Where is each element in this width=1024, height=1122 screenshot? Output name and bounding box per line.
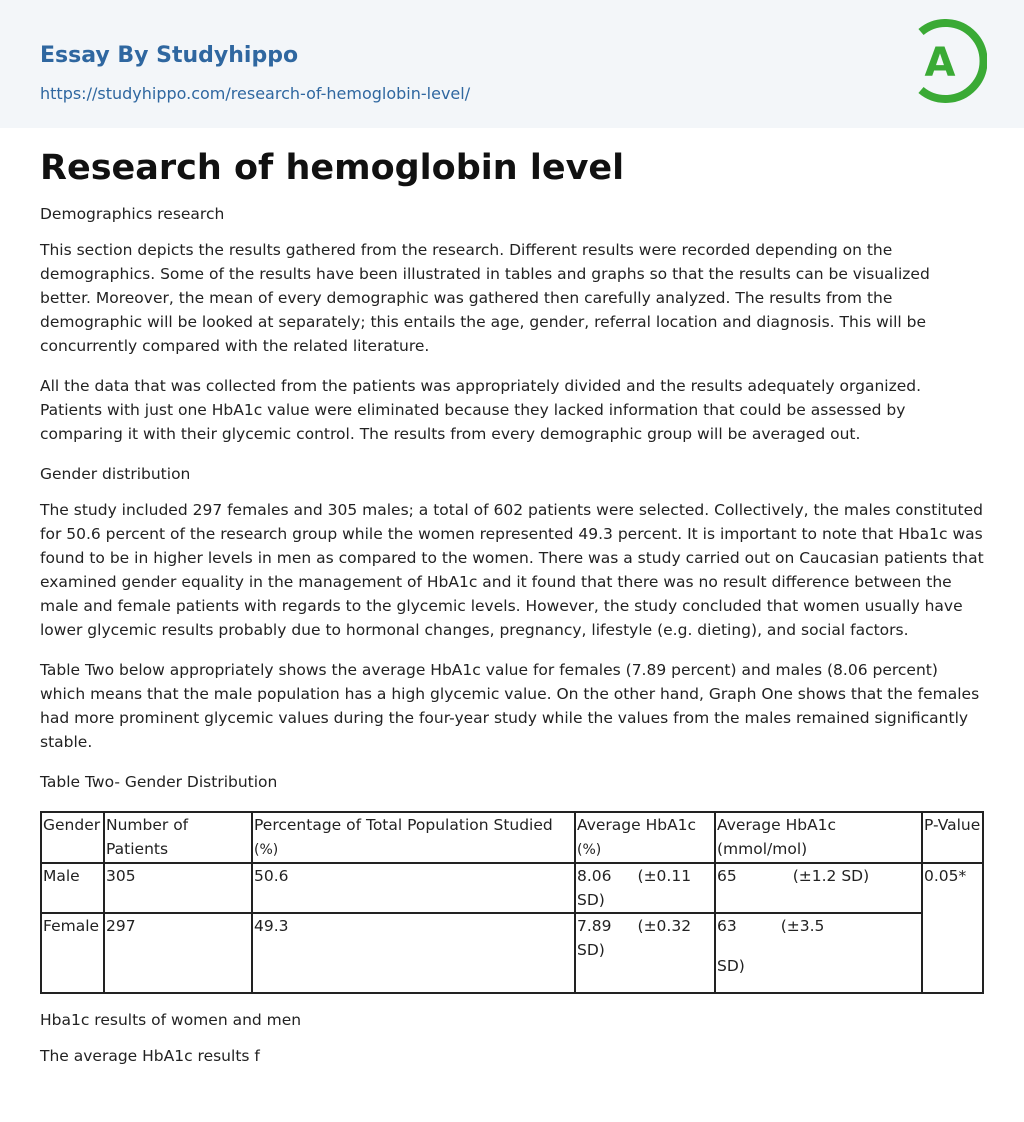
header-percentage: Percentage of Total Population Studied (%) [252,812,575,863]
cell-male-percentage: 50.6 [252,863,575,913]
cell-female-percentage: 49.3 [252,913,575,993]
logo-letter: A [924,40,956,86]
results-heading: Hba1c results of women and men [40,1011,302,1029]
cell-male-avg-percent: 8.06 (±0.11 SD) [575,863,715,913]
paragraph-results-truncated: The average HbA1c results f [40,1047,260,1065]
table-row [41,913,983,993]
cell-female-gender: Female [41,913,104,993]
cell-pvalue: 0.05* [922,863,983,993]
page-title: Research of hemoglobin level [40,148,625,188]
article-body [0,128,1024,1068]
cell-female-avg-percent: 7.89 (±0.32 SD) [575,913,715,993]
table-caption: Table Two- Gender Distribution [40,773,278,791]
demographics-heading: Demographics research [40,205,225,223]
brand-title[interactable]: Essay By Studyhippo [40,43,299,68]
table-header-row [41,812,983,863]
article-url-link[interactable]: https://studyhippo.com/research-of-hemoglobin-level/ [40,84,471,103]
header-number: Number of Patients [104,812,252,863]
cell-male-avg-mmol: 65 (±1.2 SD) [715,863,922,913]
cell-female-avg-mmol: 63 (±3.5 SD) [715,913,922,993]
paragraph-data-collection: All the data that was collected from the patients was appropriately divided and the results adequately organized. Patients with just one HbA1c value were eliminated because they lacked information that could be assessed by comparing it with their glycemic control. The results from every demographic group will be averaged out. [40,377,922,443]
cell-female-number: 297 [104,913,252,993]
header-pvalue: P-Value [922,812,983,863]
paragraph-gender-study: The study included 297 females and 305 males; a total of 602 patients were selected. Collectively, the males constituted for 50.6 percent of the research group while the women represented 49.3 percent. It is important to note that Hba1c was found to be in higher levels in men as compared to the women. There was a study carried out on Caucasian patients that examined gender equality in the management of HbA1c and it found that there was no result difference between the male and female patients with regards to the glycemic levels. However, the study concluded that women usually have lower glycemic results probably due to hormonal changes, pregnancy, lifestyle (e.g. dieting), and social factors. [40,501,984,639]
studyhippo-logo-icon[interactable] [913,19,987,105]
cell-male-gender: Male [41,863,104,913]
paragraph-intro: This section depicts the results gathered from the research. Different results were recorded depending on the demographics. Some of the results have been illustrated in tables and graphs so that the results can be visualized better. Moreover, the mean of every demographic was gathered then carefully analyzed. The results from the demographic will be looked at separately; this entails the age, gender, referral location and diagnosis. This will be concurrently compared with the related literature. [40,241,930,355]
gender-heading: Gender distribution [40,465,191,483]
cell-male-number: 305 [104,863,252,913]
header-avg-percent: Average HbA1c (%) [575,812,715,863]
table-row [41,863,983,913]
paragraph-table-intro: Table Two below appropriately shows the average HbA1c value for females (7.89 percent) and males (8.06 percent) which means that the male population has a high glycemic value. On the other hand, Graph One shows that the females had more prominent glycemic values during the four-year study while the values from the males remained significantly stable. [40,661,980,751]
gender-distribution-table [40,811,984,994]
header-gender: Gender [41,812,104,863]
header-avg-mmol: Average HbA1c (mmol/mol) [715,812,922,863]
site-header [0,0,1024,128]
